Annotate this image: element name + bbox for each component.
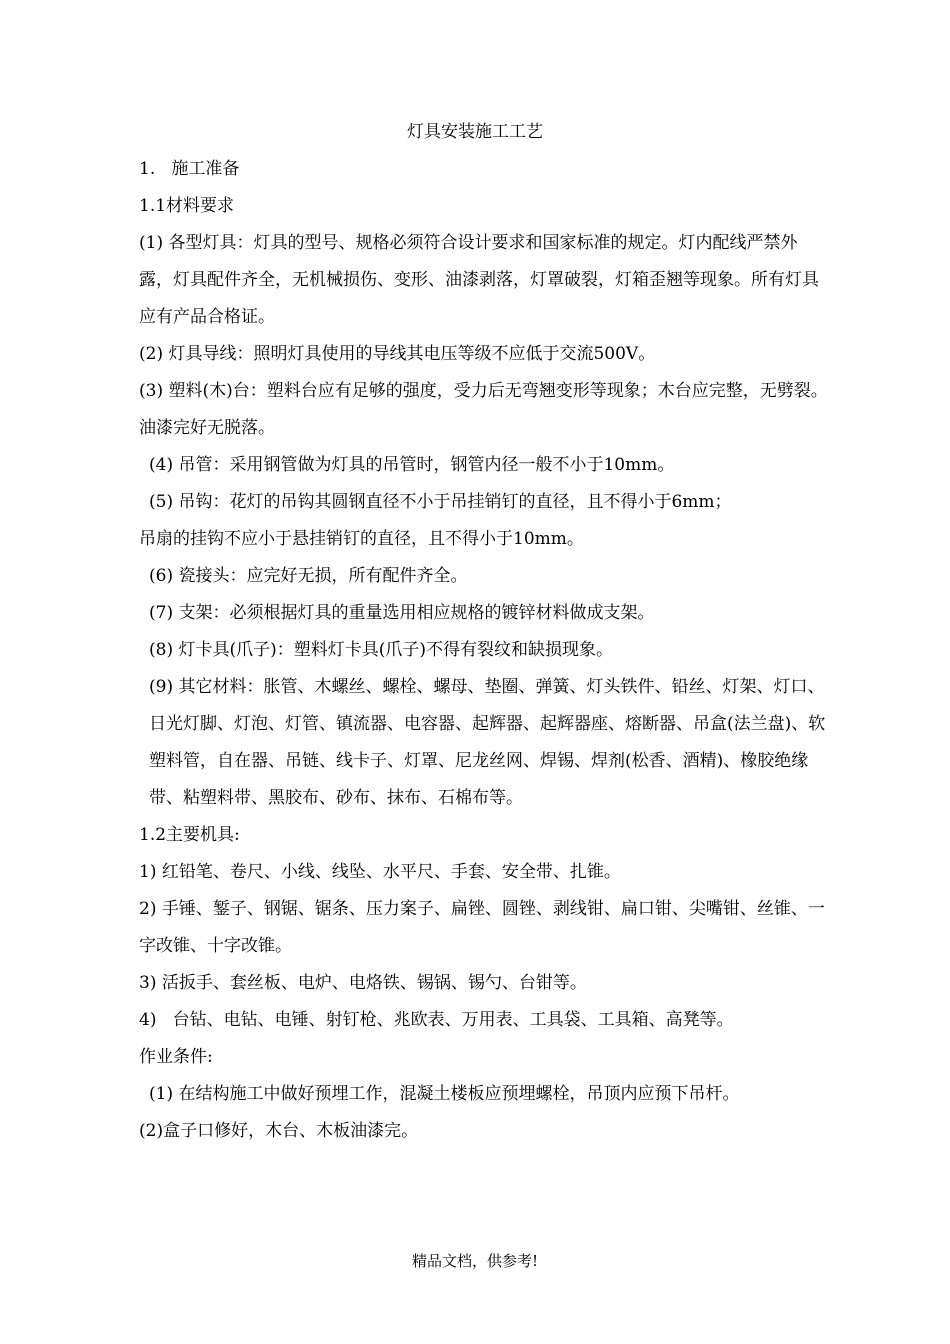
paragraph-fan-hook: 吊扇的挂钩不应小于悬挂销钉的直径，且不得小于10mm。 — [139, 529, 584, 549]
heading-construction-preparation: 1. 施工准备 — [139, 159, 240, 179]
paragraph-bracket: (7) 支架：必须根据灯具的重量选用相应规格的镀锌材料做成支架。 — [149, 603, 655, 623]
paragraph-hanging-pipe: (4) 吊管：采用钢管做为灯具的吊管时，钢管内径一般不小于10mm。 — [149, 455, 675, 475]
page-footer: 精品文档，供参考! — [411, 1252, 539, 1270]
heading-main-tools: 1.2主要机具: — [139, 825, 240, 845]
heading-material-requirements: 1.1材料要求 — [139, 196, 235, 216]
paragraph-lamp-wires: (2) 灯具导线：照明灯具使用的导线其电压等级不应低于交流500V。 — [139, 344, 656, 364]
paragraph-other-materials: (9) 其它材料：胀管、木螺丝、螺栓、螺母、垫圈、弹簧、灯头铁件、铅丝、灯架、灯口、日光灯脚、灯泡、灯管、镇流器、电容器、起辉器、起辉器座、熔断器、吊盒(法兰盘)、软塑料管，自在器、吊链、线卡子、灯罩、尼龙丝网、焊锡、焊剂(松香、酒精)、橡胶绝缘带、粘塑料带、黑胶布、砂布、抹布、石棉布等。 — [149, 677, 826, 808]
heading-working-conditions: 作业条件: — [139, 1047, 213, 1067]
list-item-tools-2: 2) 手锤、錾子、钢锯、锯条、压力案子、扁锉、圆锉、剥线钳、扁口钳、尖嘴钳、丝锥、一字改锥、十字改锥。 — [139, 899, 825, 956]
paragraph-lamps: (1) 各型灯具：灯具的型号、规格必须符合设计要求和国家标准的规定。灯内配线严禁外露，灯具配件齐全，无机械损伤、变形、油漆剥落，灯罩破裂，灯箱歪翘等现象。所有灯具应有产品合格证。 — [139, 233, 819, 327]
paragraph-lamp-clamp: (8) 灯卡具(爪子)：塑料灯卡具(爪子)不得有裂纹和缺损现象。 — [149, 640, 614, 660]
paragraph-hanging-hook: (5) 吊钩：花灯的吊钩其圆钢直径不小于吊挂销钉的直径，且不得小于6mm； — [149, 492, 732, 512]
paragraph-condition-1: (1) 在结构施工中做好预埋工作，混凝土楼板应预埋螺栓，吊顶内应预下吊杆。 — [149, 1084, 740, 1104]
list-item-tools-4: 4) 台钻、电钻、电锤、射钉枪、兆欧表、万用表、工具袋、工具箱、高凳等。 — [139, 1010, 734, 1030]
paragraph-porcelain-connector: (6) 瓷接头：应完好无损，所有配件齐全。 — [149, 566, 468, 586]
list-item-tools-1: 1) 红铅笔、卷尺、小线、线坠、水平尺、手套、安全带、扎锥。 — [139, 862, 621, 882]
paragraph-plastic-wood-base: (3) 塑料(木)台：塑料台应有足够的强度，受力后无弯翘变形等现象；木台应完整，无劈裂。油漆完好无脱落。 — [139, 381, 828, 438]
document-title: 灯具安装施工工艺 — [407, 122, 543, 142]
list-item-tools-3: 3) 活扳手、套丝板、电炉、电烙铁、锡锅、锡勺、台钳等。 — [139, 973, 587, 993]
document-body — [139, 151, 829, 1150]
paragraph-condition-2: (2)盒子口修好，木台、木板油漆完。 — [139, 1121, 419, 1141]
